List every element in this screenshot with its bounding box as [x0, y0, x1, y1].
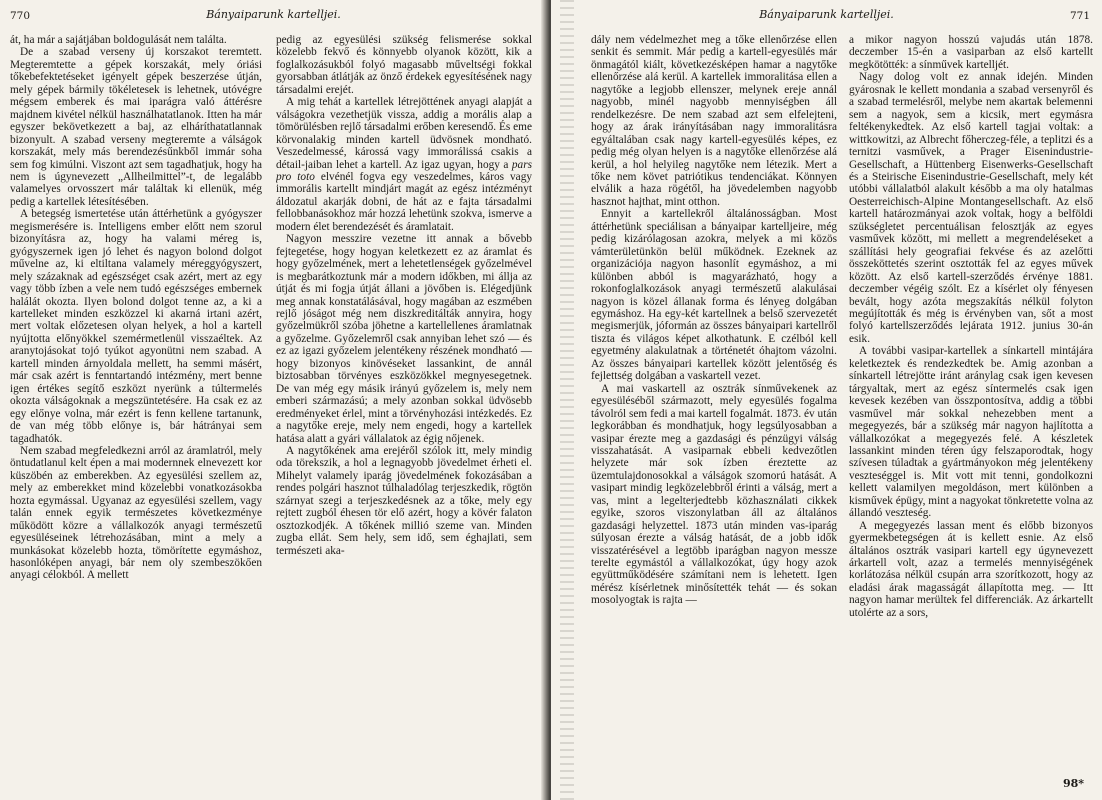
running-head: Bányaiparunk kartelljei.	[759, 8, 894, 21]
paragraph: dály nem védelmezhet meg a tőke ellenőrzése ellen senkit és semmit. Már pedig a kartell-egyesülés már önmagától kiált, következésképen hamar a nagytőke ellenőrzése alá kerül. A kartellek immoralitása ellen a nagytőke a legjobb ellenszer, melynek ereje annál nagyobb, minél nagyobb mennyiségben áll rendelkezésre. De nem szabad azt sem elfelejteni, hogy az árak irányításában nagy immoralitásra egyáltalában csak nagy kartell-egyesülés képes, ez pedig még olyan helyen is a nagytőke ellenőrzése alá kerül, a hol helyileg nagytőke nem létezik. Mert a tőke nem követ patriótikus tendenciákat. Könnyen elválik a haza rögétől, ha jövedelemben nagyobb hasznot hajthat, mint otthon.	[591, 34, 837, 208]
paragraph: A betegség ismertetése után áttérhetünk a gyógyszer megismerésére is. Intelligens ember előtt nem szorul bizonyításra az, hogy ha valami méreg is, gyógyszernek igen jó lehet és nagyon bolond dolgot művelne az, ki eltiltana valamely méreggyógyszert, mely százaknak ad egészséget csak azért, mert az egy vagy több ízben a vele nem tudó egészséges embernek halálát okozta. Ilyen bolond dolgot tenne az, a ki a kartelleket minden eszközzel ki akarná irtani azért, mert voltak előzetesen olyan helyek, a hol a kartell nyújtotta előnyökkel szemérmetlenül visszaéltek. Az aranytojásokat tojó tyúkot agyonütni nem szabad. A kartell minden árnyoldala mellett, ha semmi másért, már csak azért is fenntartandó intézmény, mert benne igen értékes segítő eszközt nyerünk a túltermelés okozta válságoknak a megszüntetésére. Ha csak ez az egy előnye volna, már ezért is fenn kellene tartanunk, de van még több előnye is, bár hátrányai sem tagadhatók.	[10, 208, 262, 445]
right-page	[551, 0, 1102, 800]
printer-signature: 98*	[1062, 777, 1084, 790]
paragraph: De a szabad verseny új korszakot teremtett. Megteremtette a gépek korszakát, mely óriási tőkebefektetéseket igényelt gépek beszerzése útján, mely gépek bármily tökéletesek is lehetnek, utóvégre mégsem emberek és mai iparágra való áttérésre majdnem kivétel nélkül használhatatlanok. Itten ha már egyszer bekövetkezett a baj, az elháríthatatlannak bizonyult. A szabad verseny megteremte a válságok korszakát, mely más berendezésűnkből immár soha sem fog kimúlni. Viszont azt sem tagadhatjuk, hogy ha nem is úgynevezett „Allheilmittel”-t, de legalább valamelyes orvosszert már találtak ki ellenük, még pedig a kartellek létesítésében.	[10, 46, 262, 208]
paragraph: Nagyon messzire vezetne itt annak a bővebb fejtegetése, hogy hogyan keletkezett ez az áramlat és hogy győzelmének, mert a lehetetlenségek győzelmével is megbarátkoztunk már a modern időkben, mi állja az útját és mi fogja útját állani a jövőben is. Elégedjünk meg annak konstatálásával, hogy magában az eszmében rejlő jóságot még nem diszkreditálták annyira, hogy győzelmükről szóba jöhetne a kartellellenes áramlatnak a győzelme. Győzelemről csak annyiban lehet szó — és ez az igazi győzelem jelentékeny részének mondható — hogy bizonyos kinövéseket lassankint, de annál biztosabban törvényes eszközökkel megnyesegetnek. De van még egy másik irányú győzelem is, mely nem emberi származású; a mely azonban sokkal üdvösebb eredményeket érlel, mint a törvényhozási intézkedés. Ez a nagytőke ereje, mely nem engedi, hogy a kartellek hatása alatt a gyári vállalatok az égig nőjenek.	[276, 233, 532, 445]
paragraph: A mai vaskartell az osztrák sínművekenek az egyesüléséből származott, mely egyesülés fogalma távolról sem fedi a mai kartell fogalmát. 1873. év után legkorábban és mondhatjuk, hogy legsúlyosabban a vasipar érezte meg a gazdasági és pénzügyi válság visszahatását. A vasiparnak ebbeli kedvezőtlen helyzete már sok ízben éreztette az üzemtulajdonosokkal a válságok szomorú hatását. A vasipart mindig legközelebbről érinti a válság, mert a vas, mint a legelterjedtebb közhasználati cikkek egyike, szoros viszonylatban áll az általános gazdasági helyzettel. 1873 után minden vas-iparág súlyosan érezte a válság hatását, de a jobb idők visszatérésével a legtöbb iparágban nagyon messze terelte egymástól a vállalkozókat, úgy hogy azok együttműködésére számítani nem is lehetett. Igen mérész kísérletnek minősítették tehát — és sokan mosolyogtak is rajta —	[591, 382, 837, 607]
gutter-shadow	[560, 0, 574, 800]
text-column-right-2	[849, 34, 1093, 794]
text-column-right-1	[591, 34, 837, 794]
page-number: 771	[1069, 10, 1090, 22]
paragraph: Nagy dolog volt ez annak idején. Minden gyárosnak le kellett mondania a szabad versenyről és a szabad termelésről, melybe nem akartak belemenni sem a nagyok, sem a kicsik, mert egymásra feltékenykedtek. Az első kartell tagjai voltak: a wittkowitzi, az Albrecht főherczeg-féle, a teplitzi és a ternitzi vasművek, a Prager Eisenindustrie-Gesellschaft, a Hüttenberg Eisenwerks-Gesellschaft és a Steirische Eisenindustrie-Gesellschaft, mely két utóbbi vállalatból alakult később a ma oly hatalmas Oesterreichisch-Alpine Montangesellschaft. Az első kartell határozmányai azok voltak, hogy a belföldi szükségletet percentuálisan felosztják az egyes vasművek között, mi mellett a megrendeléseket a szállítási hely geografiai fekvése és az azelőtti összeköttetés szerint osztották fel az egyes művek között. Az első kartell-szerződés érvénye 1881. deczember végéig szólt. Ez a kísérlet oly fényesen bevált, hogy azóta megszakítás nélkül folyton megújították és még is érvényben van, sőt a most folyó kartellszerződés lejárata 1912. junius 30-án esik.	[849, 71, 1093, 345]
running-head: Bányaiparunk kartelljei.	[206, 8, 341, 21]
text-column-left-2	[276, 34, 532, 794]
text-column-left-1	[10, 34, 262, 794]
page-number: 770	[10, 10, 31, 22]
paragraph: a mikor nagyon hosszú vajudás után 1878. deczember 15-én a vasiparban az első kartellt megkötötték: a sínművek kartelljét.	[849, 34, 1093, 71]
paragraph: pedig az egyesülési szükség felismerése sokkal közelebb fekvő és könnyebb olyanok között, kik a foglalkozásukból folyó magasabb műveltségi fokkal gyorsabban átlátják az önző érdekek egyesítésének nagy társadalmi erejét.	[276, 34, 532, 96]
paragraph: A további vasipar-kartellek a sínkartell mintájára keletkeztek és rendezkedtek be. Amig azonban a sínkartell létrejötte iránt aránylag csak igen kevesen tárgyaltak, mert az egész síntermelés csak igen kevesek kezében van összpontosítva, addig a többi vasművel már sokkal nehezebben ment a megegyezés, bár a szükség már nagyon hajlította a vállalkozókat a megegyezés felé. A készletek lassankint minden téren úgy felszaporodtak, hogy szívesen túladtak a gyártmányokon még jelentékeny veszteséggel is. Mit vott mit tenni, gondolkozni kellett valamilyen megoldáson, mert különben a kisművek épügy, mint a nagyokat tönkretette volna az állandó veszteség.	[849, 345, 1093, 520]
paragraph: Ennyit a kartellekről általánosságban. Most áttérhetünk speciálisan a bányaipar kartelljeire, még pedig kizárólagosan azokra, melyek a mi közös vámterületünkön belül működnek. Ezeknek az organizációja nagyon hasonlít egymáshoz, a mi különben abból is magyarázható, hogy a rokonfoglalkozások anyagi természetű alakulásai nagyon is közel állanak forma és lényeg dolgában egymáshoz. Ha egy-két kartellnek a belső szervezetét megismerjük, jóformán az összes bányaipari kartellről tiszta és világos képet alkothatunk. E czélból kell egyetmény alakulatnak a történetét óhajtom vázolni. Az összes bányaipari kartellek között jelentőség és fejlettség dolgában a vaskartell vezet.	[591, 208, 837, 383]
paragraph: A nagytőkének ama erejéről szólok itt, mely mindig oda törekszik, a hol a legnagyobb jövedelmet érheti el. Mihelyt valamely iparág jövedelmének fokozásában a rendes polgári hasznot túlhaladólag terjeszkedik, rögtön szárnyat szegi a terjeszkedésnek az a tőke, mely egy rejtett zugból éhesen tör elő azért, hogy a kövér falaton osztozkodjék. A tőkének millió szeme van. Minden zugba ellát. Sem hely, sem idő, sem éghajlati, sem természeti aka-	[276, 444, 532, 557]
paragraph: A megegyezés lassan ment és előbb bizonyos gyermekbetegségen át is kellett esnie. Az első általános osztrák vasipari kartell egy úgynevezett árkartell volt, azaz a termelés mennyiségének korlátozása nélkül csupán arra szorítkozott, hogy az eladási árak magasságát állapította meg. — Itt nagyon hamar merültek fel differenciák. Az árkartellt utolérte az a sors,	[849, 519, 1093, 619]
paragraph: Nem szabad megfeledkezni arról az áramlatról, mely öntudatlanul kelt épen a mai modernnek elnevezett kor küszöbén az emberekben. Az egyesülési szellem az, mely az emberekket mind közelebbi vonatkozásokba hozta egymással. Ugyanaz az egyesülési szellem, vagy talán ennek egyik természetes következménye működött közre a vállalkozók anyagi természetű egyesüléseinek létrehozásában, mint a mely a munkásokat közelebb hozta, tömörítette egymáshoz, hasonlóképen anyagi, bár nem oly szembeszökően anyagi célokból. A mellett	[10, 444, 262, 582]
paragraph: A mig tehát a kartellek létrejöttének anyagi alapját a válságokra vezethetjük vissza, addig a morális alap a tömörülésben rejlő társadalmi erőben keresendő. És eme körvonalakig minden kartell üdvösnek mondható. Veszedelmessé, károssá vagy immorálissá csakis a détail-jaiban lehet a kartell. Az igaz ugyan, hogy a pars pro toto elvénél fogva egy veszedelmes, káros vagy immorális kartellt mindjárt magát az egész intézményt áldozatul akarják dobni, de hát az e fajta társadalmi fellobbanásokhoz már hozzá lehetünk szokva, ismerve a modern élet berendezését és áramlatait.	[276, 96, 532, 233]
paragraph: át, ha már a sajátjában boldogulását nem találta.	[10, 34, 227, 46]
left-page	[0, 0, 547, 800]
